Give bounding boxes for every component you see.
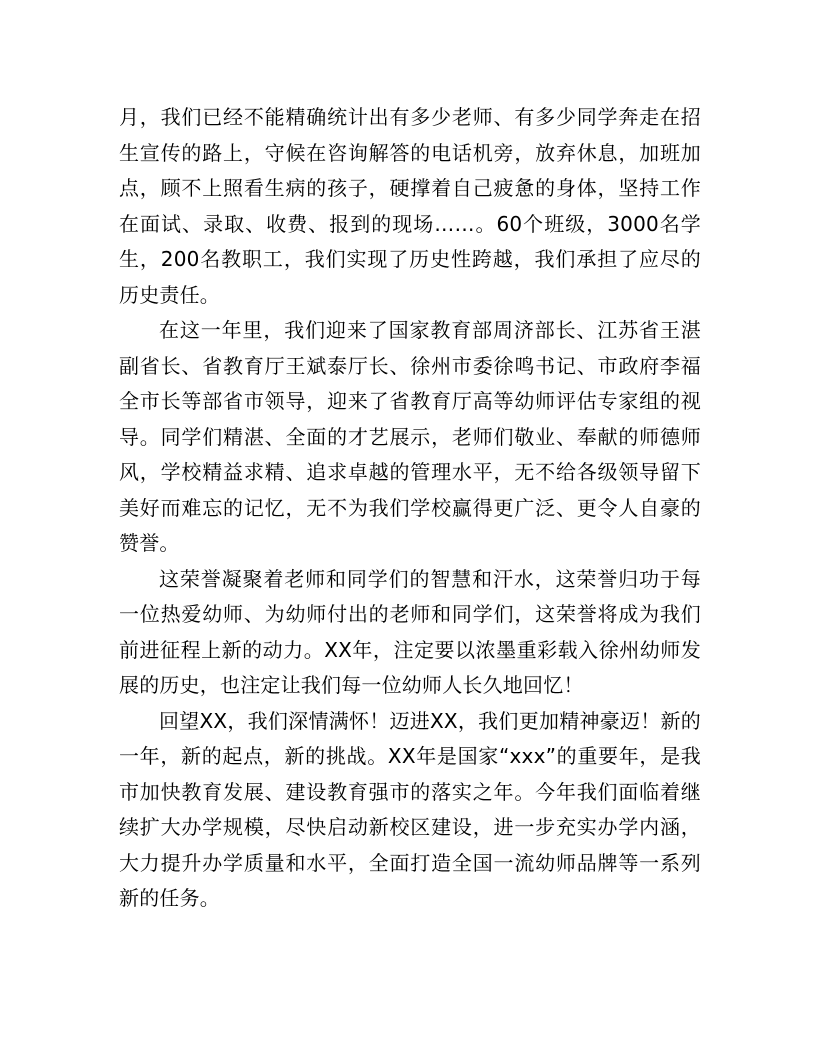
paragraph-3: 这荣誉凝聚着老师和同学们的智慧和汗水，这荣誉归功于每一位热爱幼师、为幼师付出的老师和同学们，这荣誉将成为我们前进征程上新的动力。XX年，注定要以浓墨重彩载入徐州幼师发展的历史，也注定让我们每一位幼师人长久地回忆！ <box>119 566 701 697</box>
paragraph-2: 在这一年里，我们迎来了国家教育部周济部长、江苏省王湛副省长、省教育厅王斌泰厅长、徐州市委徐鸣书记、市政府李福全市长等部省市领导，迎来了省教育厅高等幼师评估专家组的视导。同学们精湛、全面的才艺展示，老师们敬业、奉献的师德师风，学校精益求精、追求卓越的管理水平，无不给各级领导留下美好而难忘的记忆，无不为我们学校赢得更广泛、更令人自豪的赞誉。 <box>119 318 701 555</box>
paragraph-1: 月，我们已经不能精确统计出有多少老师、有多少同学奔走在招生宣传的路上，守候在咨询解答的电话机旁，放弃休息，加班加点，顾不上照看生病的孩子，硬撑着自己疲惫的身体，坚持工作在面试、录取、收费、报到的现场……。60个班级，3000名学生，200名教职工，我们实现了历史性跨越，我们承担了应尽的历史责任。 <box>119 105 701 307</box>
paragraph-4: 回望XX，我们深情满怀！迈进XX，我们更加精神豪迈！新的一年，新的起点，新的挑战。XX年是国家“xxx”的重要年，是我市加快教育发展、建设教育强市的落实之年。今年我们面临着继续扩大办学规模，尽快启动新校区建设，进一步充实办学内涵，大力提升办学质量和水平，全面打造全国一流幼师品牌等一系列新的任务。 <box>119 708 701 910</box>
document-body <box>119 100 701 917</box>
